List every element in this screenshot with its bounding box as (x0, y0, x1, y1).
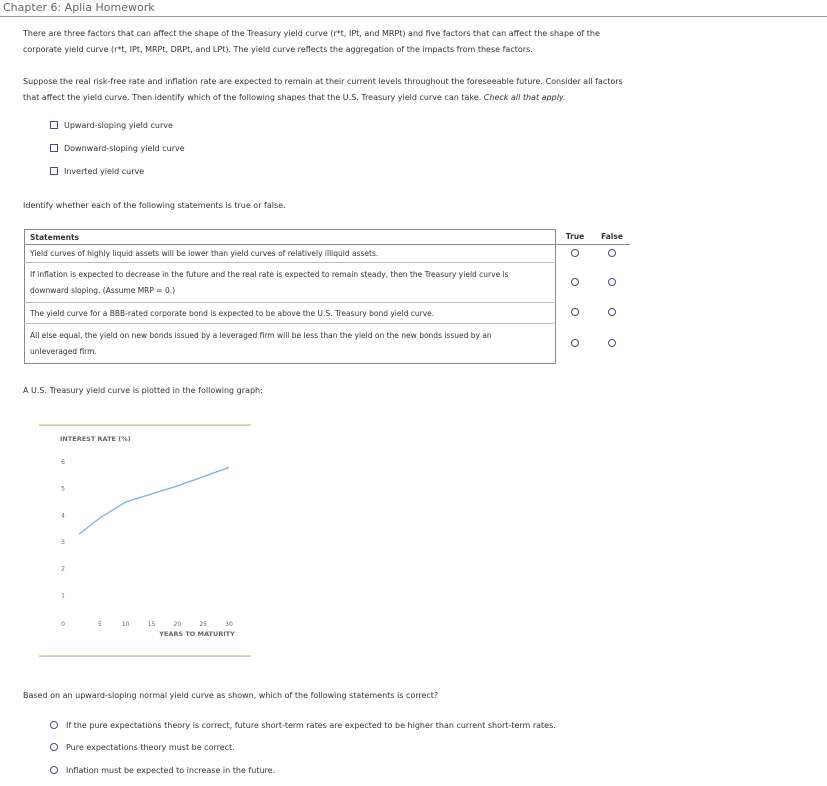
statement-line: Yield curves of highly liquid assets will be lower than yield curves of relatively illiquid assets. (30, 249, 379, 258)
true-cell (556, 245, 595, 263)
option-label: Pure expectations theory must be correct. (66, 742, 235, 752)
question1-instruction: Check all that apply. (483, 93, 566, 102)
question1-line-2-text: that affect the yield curve. Then identify which of the following shapes that the U.S. Treasury yield curve can take. (23, 93, 482, 102)
yield-curve-line (79, 467, 229, 534)
false-radio[interactable] (608, 308, 616, 316)
option-downward-sloping[interactable] (50, 142, 185, 154)
false-cell (594, 263, 630, 303)
y-tick-label: 2 (61, 565, 65, 573)
false-radio[interactable] (608, 278, 616, 286)
statement-text (25, 263, 556, 303)
option-label: Inverted yield curve (64, 166, 145, 176)
option-upward-sloping[interactable] (50, 119, 173, 131)
question1-line-1: Suppose the real risk-free rate and inflation rate are expected to remain at their current levels throughout the foreseeable future. Consider all factors (23, 77, 623, 86)
option-label: Downward-sloping yield curve (64, 143, 185, 153)
x-tick-label: 10 (121, 621, 130, 628)
statement-text (25, 324, 556, 364)
q3-radio[interactable] (50, 743, 58, 751)
q3-option-3[interactable] (50, 764, 275, 776)
y-tick-label: 1 (61, 592, 65, 600)
false-cell (594, 245, 630, 263)
true-cell (556, 263, 595, 303)
option-label: If the pure expectations theory is correct, future short-term rates are expected to be higher than current short-term rates. (66, 720, 556, 730)
x-axis-label: YEARS TO MATURITY (159, 630, 235, 638)
x-tick-label: 20 (173, 621, 182, 628)
false-cell (594, 324, 630, 364)
statements-header: Statements (25, 230, 556, 245)
statements-table (24, 229, 630, 364)
x-tick-label: 15 (147, 621, 156, 628)
option-inverted[interactable] (50, 165, 144, 177)
option-label: Inflation must be expected to increase in the future. (66, 765, 276, 775)
checkbox[interactable] (50, 144, 58, 152)
statement-row (25, 324, 631, 364)
graph-top-rule (39, 424, 251, 426)
x-tick-label: 25 (199, 621, 207, 628)
y-tick-label: 5 (61, 485, 65, 493)
y-axis-label: INTEREST RATE (%) (60, 435, 131, 443)
true-radio[interactable] (571, 278, 579, 286)
q3-option-1[interactable] (50, 719, 556, 731)
intro-paragraph (23, 26, 623, 58)
question1-paragraph (23, 74, 623, 106)
statement-line: All else equal, the yield on new bonds issued by a leveraged firm will be less than the yield on the new bonds issued by an (30, 330, 492, 340)
option-label: Upward-sloping yield curve (64, 120, 173, 130)
false-radio[interactable] (608, 339, 616, 347)
x-tick-label: 0 (61, 621, 65, 628)
graph-bottom-rule (39, 655, 251, 657)
x-tick-label: 5 (97, 621, 102, 628)
q3-radio[interactable] (50, 766, 58, 774)
intro-line-1: There are three factors that can affect the shape of the Treasury yield curve (r*t, IPt, and MRPt) and five factors that can affect the shape of the (23, 29, 600, 38)
title-bar (0, 0, 827, 16)
y-tick-label: 3 (61, 539, 65, 546)
true-radio[interactable] (571, 249, 579, 257)
graph-intro: A U.S. Treasury yield curve is plotted in the following graph: (23, 386, 263, 395)
intro-line-2: corporate yield curve (r*t, IPt, MRPt, DRPt, and LPt). The yield curve reflects the aggregation of the impacts from these factors. (23, 45, 533, 54)
true-header: True (556, 230, 595, 245)
question2-prompt: Identify whether each of the following statements is true or false. (23, 201, 286, 210)
question3-prompt: Based on an upward-sloping normal yield curve as shown, which of the following statements is correct? (23, 691, 439, 700)
statement-row (25, 263, 631, 303)
statement-line: If inflation is expected to decrease in the future and the real rate is expected to remain steady, then the Treasury yield curve is (30, 269, 509, 279)
y-tick-label: 6 (61, 459, 65, 466)
question1-line-2 (23, 90, 623, 106)
statement-line: unleveraged firm. (30, 346, 97, 356)
statement-line: The yield curve for a BBB-rated corporate bond is expected to be above the U.S. Treasury bond yield curve. (30, 308, 435, 318)
page-title: Chapter 6: Aplia Homework (3, 1, 155, 14)
false-cell (594, 303, 630, 324)
false-radio[interactable] (608, 249, 616, 257)
true-cell (556, 303, 595, 324)
statement-row (25, 245, 631, 263)
q3-radio[interactable] (50, 721, 58, 729)
statement-row (25, 303, 631, 324)
checkbox[interactable] (50, 121, 58, 129)
title-divider (0, 16, 827, 17)
statement-line: downward sloping. (Assume MRP = 0.) (30, 285, 176, 295)
checkbox[interactable] (50, 167, 58, 175)
true-cell (556, 324, 595, 364)
x-tick-label: 30 (225, 621, 233, 628)
yield-curve-chart (50, 430, 250, 645)
q3-option-2[interactable] (50, 741, 235, 753)
statement-text (25, 245, 556, 263)
true-radio[interactable] (571, 308, 579, 316)
statement-text (25, 303, 556, 324)
false-header: False (594, 230, 630, 245)
true-radio[interactable] (571, 339, 579, 347)
y-tick-label: 4 (61, 512, 65, 520)
